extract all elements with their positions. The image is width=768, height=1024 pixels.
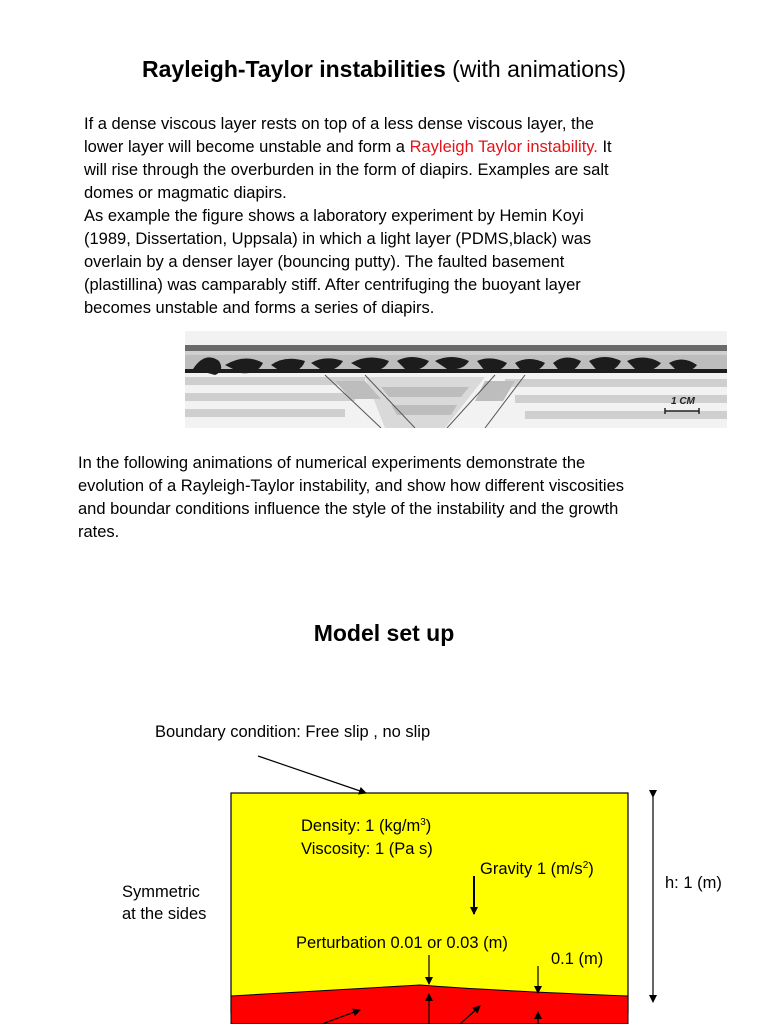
perturbation-label: Perturbation 0.01 or 0.03 (m) bbox=[296, 934, 508, 952]
intro-line: (plastillina) was camparably stiff. After centrifuging the buoyant layer bbox=[84, 276, 581, 294]
title-bold: Rayleigh-Taylor instabilities bbox=[142, 56, 446, 82]
symmetric-line: Symmetric bbox=[122, 883, 200, 901]
boundary-arrow bbox=[258, 756, 366, 793]
intro-line: will rise through the overburden in the form of diapirs. Examples are salt bbox=[84, 161, 609, 179]
title-normal: (with animations) bbox=[445, 56, 626, 82]
density-label bbox=[301, 815, 431, 837]
animations-line: and boundar conditions influence the style of the instability and the growth bbox=[78, 500, 619, 518]
boundary-condition-label: Boundary condition: Free slip , no slip bbox=[155, 723, 431, 741]
intro-line: overlain by a denser layer (bouncing putty). The faulted basement bbox=[84, 253, 565, 271]
gravity-exponent: 2 bbox=[582, 860, 589, 871]
animations-line: In the following animations of numerical experiments demonstrate the bbox=[78, 454, 586, 472]
rayleigh-taylor-link[interactable]: Rayleigh Taylor instability. bbox=[409, 138, 598, 156]
intro-text: It bbox=[597, 138, 612, 156]
intro-line: As example the figure shows a laboratory experiment by Hemin Koyi bbox=[84, 207, 584, 225]
intro-line: domes or magmatic diapirs. bbox=[84, 184, 287, 202]
symmetric-label bbox=[122, 881, 206, 925]
symmetric-line: at the sides bbox=[122, 905, 207, 923]
animations-line: rates. bbox=[78, 523, 120, 541]
scale-label: 1 CM bbox=[671, 396, 695, 407]
gravity-text: Gravity 1 (m/s bbox=[480, 860, 583, 878]
intro-line: (1989, Dissertation, Uppsala) in which a light layer (PDMS,black) was bbox=[84, 230, 592, 248]
density-exponent: 3 bbox=[420, 817, 426, 828]
intro-line: If a dense viscous layer rests on top of a less dense viscous layer, the bbox=[84, 115, 594, 133]
gravity-label bbox=[480, 858, 594, 880]
intro-text: lower layer will become unstable and form a bbox=[84, 138, 410, 156]
model-heading: Model set up bbox=[313, 620, 455, 646]
density-close: ) bbox=[425, 817, 432, 835]
viscosity-label: Viscosity: 1 (Pa s) bbox=[301, 840, 433, 858]
density-text: Density: 1 (kg/m bbox=[301, 817, 421, 835]
thickness-label: 0.1 (m) bbox=[551, 950, 604, 968]
height-label: h: 1 (m) bbox=[665, 874, 722, 892]
animations-line: evolution of a Rayleigh-Taylor instability, and show how different viscosities bbox=[78, 477, 624, 495]
gravity-close: ) bbox=[588, 860, 594, 878]
intro-line: becomes unstable and forms a series of diapirs. bbox=[84, 299, 435, 317]
